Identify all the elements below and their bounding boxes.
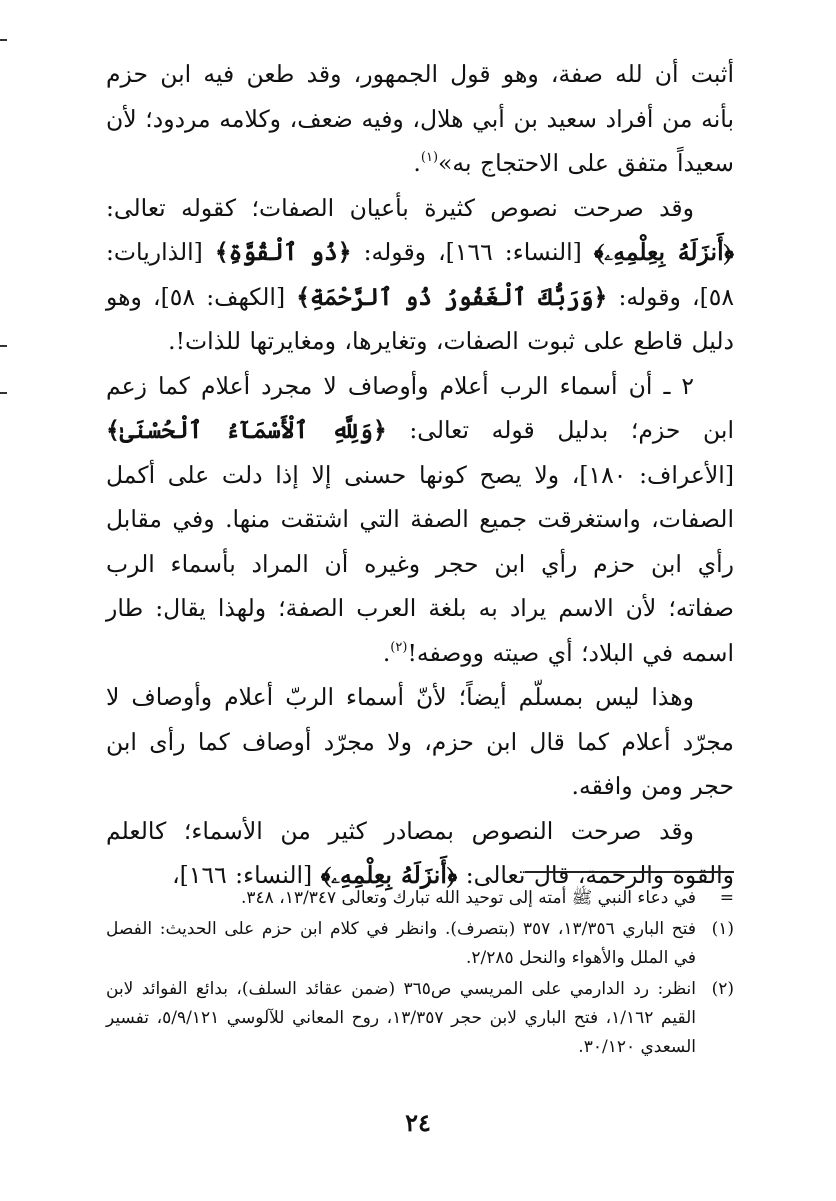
page-number: ٢٤ (405, 1108, 431, 1137)
scan-edge-mark (0, 392, 7, 394)
text-segment: [الكهف: ٥٨]، وهو دليل قاطع على ثبوت الصفات، وتغايرها، ومغايرتها للذات!. (106, 282, 734, 355)
quran-verse: ﴿وَرَبُّكَ ٱلْغَفُورُ ذُو ٱلرَّحْمَةِ﴾ (296, 282, 608, 311)
footnote-separator (525, 871, 734, 873)
footnote-marker: (١) (711, 919, 734, 939)
text-segment: . (382, 638, 391, 667)
paragraph (106, 364, 734, 676)
footnotes (106, 884, 734, 1064)
text-segment: [النساء: ١٦٦]، وقوله: (351, 238, 594, 266)
quran-verse: ﴿أَنزَلَهُ بِعِلْمِهِۦ﴾ (593, 238, 735, 266)
text-segment: [الذاريات: ٥٨]، وقوله: (106, 238, 734, 311)
text-segment: وقد صرحت النصوص بمصادر كثير من الأسماء؛ كالعلم والقوة والرحمة، قال تعالى: (106, 816, 734, 889)
scan-edge-mark (0, 345, 7, 347)
footnote-text: انظر: رد الدارمي على المريسي ص٣٦٥ (ضمن عقائد السلف)، بدائع الفوائد لابن القيم ١/١٦٢، فتح الباري لابن حجر ١٣/٣٥٧، روح المعاني للآلوسي ٥/٩/١٢١، تفسير السعدي ٣٠/١٢٠. (106, 979, 696, 1057)
text-segment: . (413, 149, 421, 177)
footnote-marker: = (719, 888, 734, 908)
footnote-text: في دعاء النبي ﷺ أمته إلى توحيد الله تبارك وتعالى ١٣/٣٤٧، ٣٤٨. (241, 888, 696, 908)
paragraph (106, 186, 734, 364)
paragraph (106, 675, 734, 809)
main-text (106, 52, 734, 898)
text-segment: ٢ ـ أن أسماء الرب أعلام وأوصاف لا مجرد أعلام كما زعم ابن حزم؛ بدليل قوله تعالى: (106, 371, 734, 444)
scan-edge-mark (0, 39, 7, 41)
text-segment: [النساء: ١٦٦]، (172, 861, 321, 889)
paragraph (106, 52, 734, 186)
footnote-reference: (٢) (390, 639, 408, 655)
quran-verse: ﴿ذُو ٱلْقُوَّةِ﴾ (214, 238, 352, 266)
quran-verse: ﴿أَنزَلَهُ بِعِلْمِهِۦ﴾ (320, 861, 458, 889)
footnote (106, 884, 734, 913)
text-segment: [الأعراف: ١٨٠]، ولا يصح كونها حسنى إلا إذا دلت على أكمل الصفات، واستغرقت جميع الصفة التي اشتقت منها. وفي مقابل رأي ابن حزم رأي ابن حجر وغيره أن المراد بأسماء الرب صفاته؛ لأن الاسم يراد به بلغة العرب الصفة؛ ولهذا يقال: طار اسمه في البلاد؛ أي صيته ووصفه! (106, 460, 734, 667)
footnote-marker: (٢) (711, 979, 734, 999)
footnote-text: فتح الباري ١٣/٣٥٦، ٣٥٧ (بتصرف). وانظر في كلام ابن حزم على الحديث: الفصل في الملل والأهواء والنحل ٢/٢٨٥. (106, 919, 697, 968)
quran-verse: ﴿وَلِلَّهِ ٱلْأَسْمَآءُ ٱلْحُسْنَىٰ﴾ (106, 416, 387, 444)
text-segment: وقد صرحت نصوص كثيرة بأعيان الصفات؛ كقوله تعالى: (106, 193, 694, 222)
footnote (106, 975, 734, 1062)
footnote (106, 915, 734, 973)
footnote-reference: (١) (420, 150, 439, 165)
text-segment: وهذا ليس بمسلّم أيضاً؛ لأنّ أسماء الربّ أعلام وأوصاف لا مجرّد أعلام كما قال ابن حزم، ولا مجرّد أوصاف كما رأى ابن حجر ومن وافقه. (106, 683, 734, 800)
text-segment: أثبت أن لله صفة، وهو قول الجمهور، وقد طعن فيه ابن حزم بأنه من أفراد سعيد بن أبي هلال، وفيه ضعف، وكلامه مردود؛ لأن سعيداً متفق على الاحتجاج به» (106, 60, 734, 177)
